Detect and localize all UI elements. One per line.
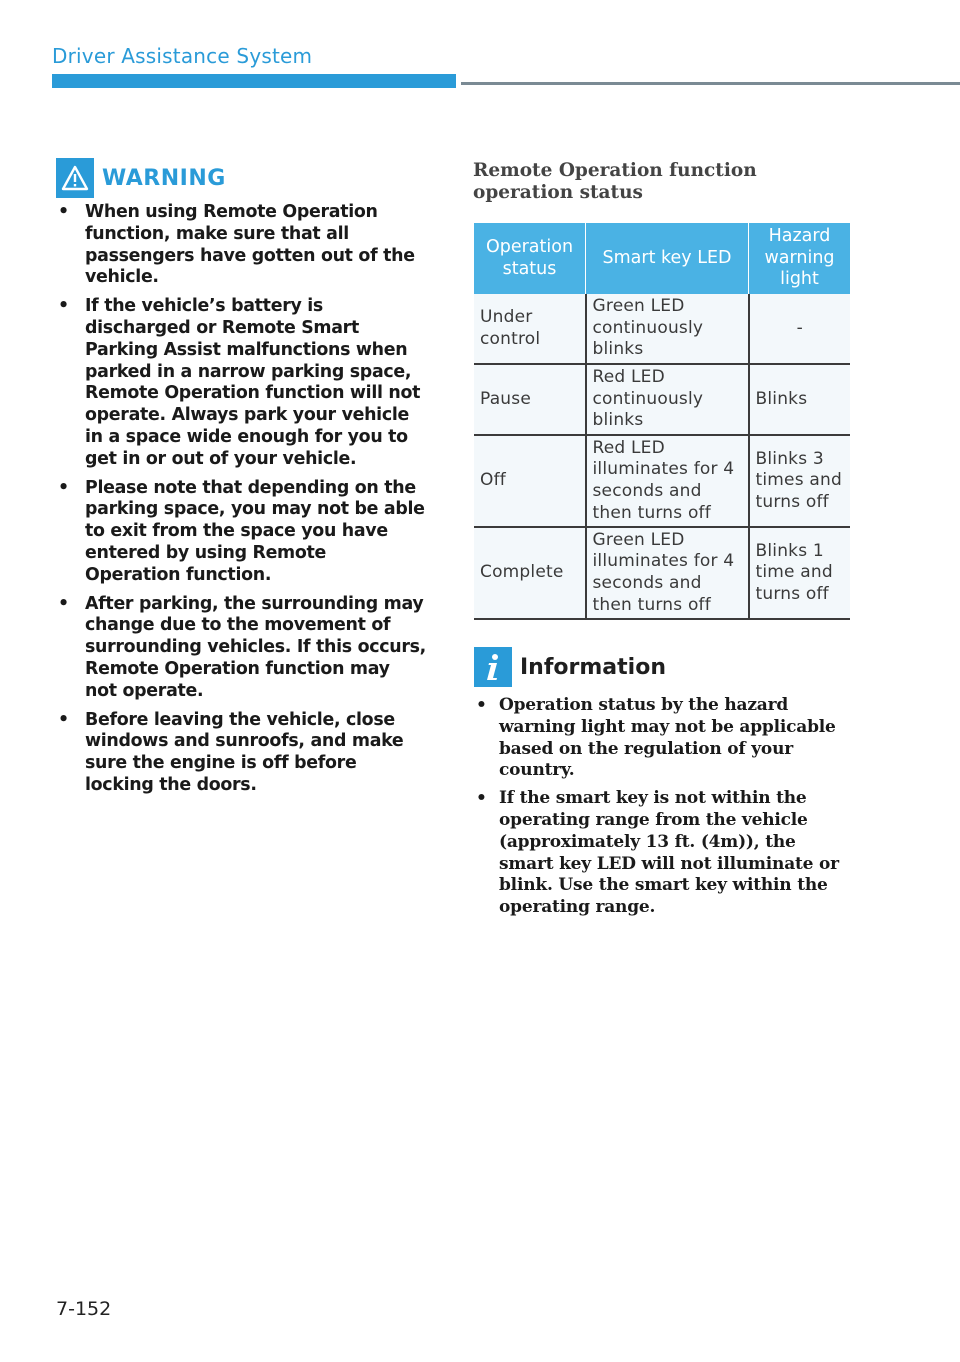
table-cell: Red LED illuminates for 4 seconds and then turns off [586, 435, 749, 527]
bullet: • [476, 695, 487, 715]
information-box [474, 647, 854, 925]
table-cell: Blinks 1 time and turns off [749, 527, 851, 619]
bullet: • [58, 709, 69, 730]
table-cell: Green LED illuminates for 4 seconds and then turns off [586, 527, 749, 619]
information-list [474, 695, 854, 919]
column-header: Operation status [474, 223, 586, 294]
warning-list [56, 202, 426, 797]
table-cell: Complete [474, 527, 586, 619]
page-number: 7-152 [56, 1298, 112, 1320]
warning-title: WARNING [102, 165, 226, 191]
bullet: • [476, 788, 487, 809]
table-cell: Pause [474, 364, 586, 435]
table-cell: Red LED continuously blinks [586, 364, 749, 435]
table-cell: Under control [474, 294, 586, 364]
table-row [474, 364, 850, 435]
table-row [474, 435, 850, 527]
table-cell: Off [474, 435, 586, 527]
column-header: Hazard warning light [749, 223, 851, 294]
information-item-text: If the smart key is not within the operating range from the vehicle (approximately 13 ft. (4m)), the smart key LED will not illuminate or blink. Use the smart key within the operating range. [499, 788, 839, 918]
warning-item-text: After parking, the surrounding may change due to the movement of surrounding vehicles. If this occurs, Remote Operation function may not operate. [85, 593, 426, 701]
table-header-row [474, 223, 850, 294]
warning-item-text: If the vehicle’s battery is discharged or Remote Smart Parking Assist malfunctions when parked in a narrow parking space, Remote Operation function will not operate. Always park your vehicle in a space wide enough for you to get in or out of your vehicle. [85, 296, 421, 469]
warning-item [56, 202, 426, 289]
warning-item-text: When using Remote Operation function, make sure that all passengers have gotten out of the vehicle. [85, 202, 415, 288]
warning-item [56, 710, 426, 797]
table-cell: Blinks [749, 364, 851, 435]
header-rule-thin [461, 82, 960, 85]
status-table [474, 223, 850, 620]
warning-box [56, 158, 426, 804]
information-item-text: Operation status by the hazard warning light may not be applicable based on the regulation of your country. [499, 695, 836, 781]
bullet: • [58, 593, 69, 614]
column-header: Smart key LED [586, 223, 749, 294]
bullet: • [58, 477, 69, 498]
information-header [474, 647, 854, 687]
warning-item-text: Before leaving the vehicle, close windows and sunroofs, and make sure the engine is off before locking the doors. [85, 709, 404, 795]
section-title: Driver Assistance System [52, 44, 313, 68]
table-cell: - [749, 294, 851, 364]
status-table-heading: Remote Operation function operation status [473, 160, 757, 203]
table-row [474, 527, 850, 619]
header-rule-accent [52, 74, 456, 88]
information-title: Information [520, 654, 666, 680]
warning-item-text: Please note that depending on the parking space, you may not be able to exit from the space you have entered by using Remote Operation function. [85, 477, 425, 585]
information-item [474, 695, 854, 782]
info-icon [474, 647, 512, 687]
bullet: • [58, 296, 69, 317]
warning-item [56, 478, 426, 587]
warning-triangle-icon [56, 158, 94, 198]
table-cell: Blinks 3 times and turns off [749, 435, 851, 527]
information-item [474, 788, 854, 919]
bullet: • [58, 202, 69, 222]
warning-item [56, 594, 426, 703]
warning-header [56, 158, 426, 198]
warning-item [56, 296, 426, 470]
table-cell: Green LED continuously blinks [586, 294, 749, 364]
table-row [474, 294, 850, 364]
